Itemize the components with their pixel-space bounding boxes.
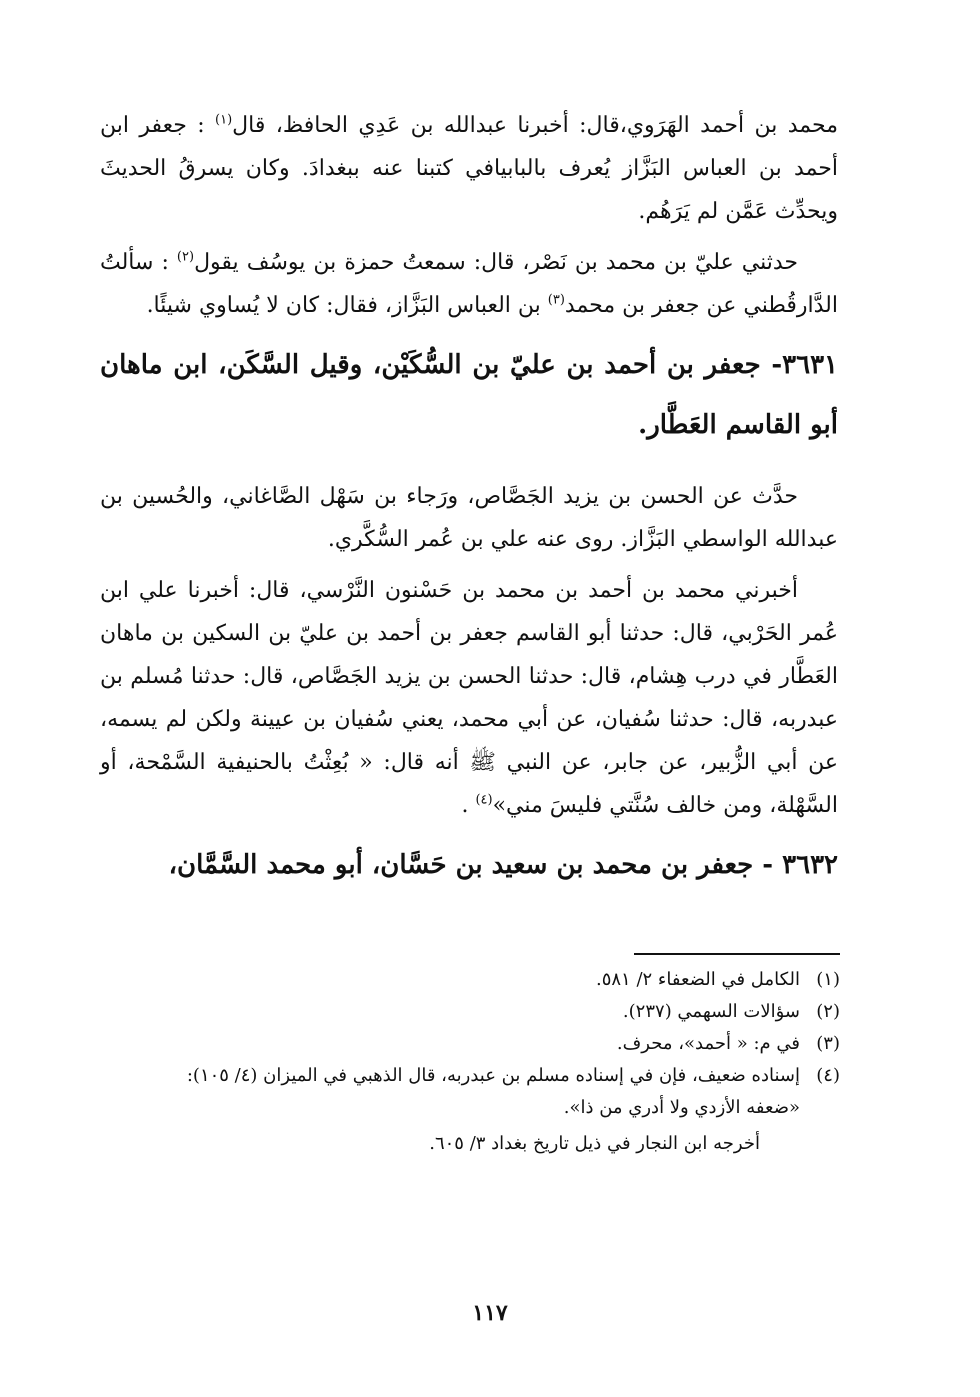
footnote-number: (١) (816, 969, 840, 990)
body-paragraph (100, 569, 838, 827)
text-segment: : سألتُ الدَّارقُطني عن جعفر بن محمد (100, 250, 838, 318)
footnote-marker: (١) (215, 112, 233, 128)
text-segment: حدَّث عن الحسن بن يزيد الجَصَّاص، ورَجاء بن سَهْل الصَّاغاني، والحُسين بن عبدالله الواسطي البَزَّاز. روى عنه علي بن عُمر السُّكَّري. (100, 484, 838, 552)
text-segment: محمد بن أحمد الهَرَوي،قال: أخبرنا عبدالله بن عَدِي الحافظ، قال (232, 113, 839, 138)
footnote-marker: (٤) (475, 792, 493, 808)
body-paragraph (100, 241, 838, 327)
text-segment: أخبرني محمد بن أحمد بن محمد بن حَسْنون النَّرْسي، قال: أخبرنا علي ابن عُمر الحَرْبي، قال: حدثنا أبو القاسم جعفر بن أحمد بن عليّ بن السكين بن ماهان العَطَّار في درب هِشام، قال: حدثنا الحسن بن يزيد الجَصَّاص، قال: حدثنا مُسلم بن عبدربه، قال: حدثنا سُفيان، عن أبي محمد، يعني سُفيان بن عيينة ولكن لم يسمه، عن أبي الزُّبير، عن جابر، عن النبي ﷺ أنه قال: « بُعِثْتُ بالحنيفية السَّمْحة، أو السَّهْلة، ومن خالف سُنَّتي فليسَ مني» (100, 578, 838, 818)
text-segment: ٣٦٣١- جعفر بن أحمد بن عليّ بن السُّكَيْن، وقيل السَّكَن، ابن ماهان أبو القاسم العَطَّار. (100, 350, 838, 440)
footnote-divider (634, 953, 840, 955)
footnote-item (140, 1028, 840, 1060)
footnote-marker: (٣) (547, 292, 565, 308)
footnote-item (140, 996, 840, 1028)
text-segment: بن العباس البَزَّاز، فقال: كان لا يُساوي شيئًا. (146, 293, 548, 318)
entry-heading (100, 835, 838, 895)
footnote-number: (٤) (816, 1065, 840, 1086)
footnote-extra: أخرجه ابن النجار في ذيل تاريخ بغداد ٣/ ٦٠٥. (429, 1133, 760, 1154)
body-paragraph (100, 475, 838, 561)
footnote-text: إسناده ضعيف، فإن في إسناده مسلم بن عبدربه، قال الذهبي في الميزان (٤/ ١٠٥): «ضعفه الأزدي ولا أدري من ذا». (186, 1065, 800, 1118)
footnote-number: (٣) (816, 1033, 840, 1054)
entry-heading (100, 335, 838, 455)
page-number: ١١٧ (472, 1300, 508, 1326)
main-text (100, 104, 838, 915)
text-segment: حدثني عليّ بن محمد بن نَصْر، قال: سمعتُ حمزة بن يوسُف يقول (194, 250, 798, 275)
footnote-text: الكامل في الضعفاء ٢/ ٥٨١. (595, 969, 800, 990)
footnotes (140, 964, 840, 1160)
text-segment: . (461, 793, 476, 818)
footnote-number: (٢) (816, 1001, 840, 1022)
footnote-marker: (٢) (176, 249, 195, 265)
text-segment: : جعفر ابن أحمد بن العباس البَزَّاز يُعرف بالبابيافي كتبنا عنه ببغدادَ. وكان يسرقُ الحديثَ ويحدِّث عَمَّن لم يَرَهُم. (100, 113, 838, 224)
footnote-item (140, 1060, 840, 1124)
body-paragraph (100, 104, 838, 233)
footnote-item (140, 964, 840, 996)
footnote-text: في م: « أحمد»، محرف. (616, 1033, 800, 1054)
text-segment: ٣٦٣٢ - جعفر بن محمد بن سعيد بن حَسَّان، أبو محمد السَّمَّان، (168, 850, 838, 880)
footnote-text: سؤالات السهمي (٢٣٧). (622, 1001, 800, 1022)
